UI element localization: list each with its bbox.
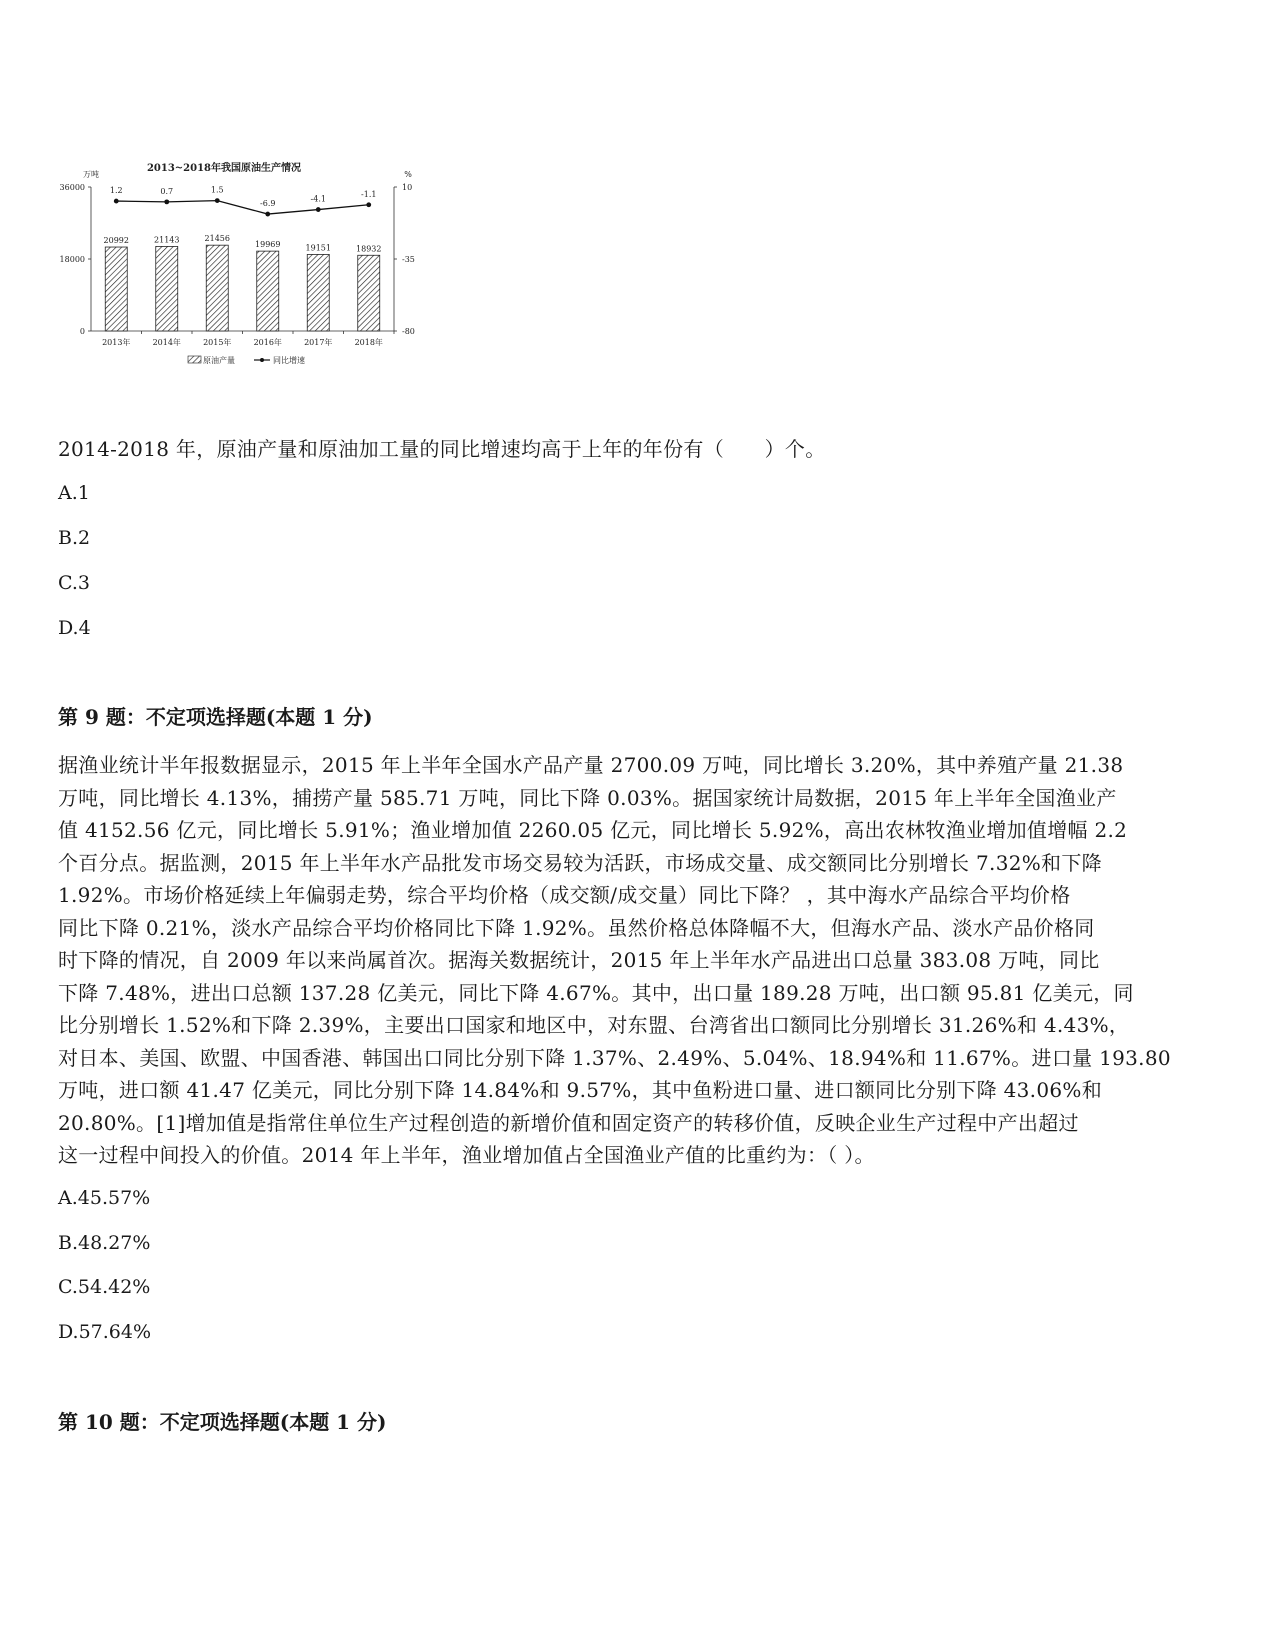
left-axis-unit: 万吨 bbox=[83, 170, 99, 179]
growth-point bbox=[164, 199, 169, 204]
bar-production bbox=[105, 247, 127, 331]
oil-production-chart bbox=[55, 155, 440, 375]
q8-option-a[interactable]: A.1 bbox=[58, 482, 90, 504]
growth-point bbox=[265, 212, 270, 217]
passage-line: 万吨，进口额 41.47 亿美元，同比分别下降 14.84%和 9.57%，其中鱼粉进口量、进口额同比分别下降 43.06%和 bbox=[58, 1078, 1102, 1102]
bar-data-label: 21456 bbox=[204, 234, 230, 244]
question-9-passage bbox=[58, 749, 1218, 1172]
bar-data-label: 18932 bbox=[356, 244, 382, 254]
x-tick-label: 2017年 bbox=[304, 338, 333, 347]
q9-option-c[interactable]: C.54.42% bbox=[58, 1276, 151, 1298]
growth-data-label: -1.1 bbox=[361, 189, 377, 199]
left-tick-label: 18000 bbox=[59, 255, 85, 264]
passage-line: 同比下降 0.21%，淡水产品综合平均价格同比下降 1.92%。虽然价格总体降幅不大，但海水产品、淡水产品价格同 bbox=[58, 915, 1095, 940]
bar-data-label: 19969 bbox=[255, 240, 281, 250]
bar-production bbox=[156, 246, 178, 331]
bar-production bbox=[358, 255, 380, 331]
question-10-heading: 第 10 题：不定项选择题(本题 1 分) bbox=[58, 1410, 387, 1434]
left-tick-label: 36000 bbox=[59, 183, 85, 192]
x-tick-label: 2014年 bbox=[152, 338, 181, 347]
right-tick-label: -35 bbox=[402, 255, 415, 264]
growth-point bbox=[215, 198, 220, 203]
q8-option-d[interactable]: D.4 bbox=[58, 617, 91, 639]
passage-line: 时下降的情况，自 2009 年以来尚属首次。据海关数据统计，2015 年上半年水产品进出口总量 383.08 万吨，同比 bbox=[58, 948, 1100, 972]
legend-label-growth: 同比增速 bbox=[273, 356, 305, 365]
legend-label-production: 原油产量 bbox=[203, 356, 235, 365]
growth-point bbox=[114, 199, 119, 204]
growth-data-label: 1.5 bbox=[210, 185, 224, 195]
growth-data-label: 0.7 bbox=[160, 186, 174, 196]
q8-option-b[interactable]: B.2 bbox=[58, 527, 91, 549]
bar-production bbox=[307, 254, 329, 331]
growth-data-label: -6.9 bbox=[260, 199, 276, 209]
passage-line: 据渔业统计半年报数据显示，2015 年上半年全国水产品产量 2700.09 万吨，同比增长 3.20%，其中养殖产量 21.38 bbox=[58, 753, 1124, 777]
passage-line: 20.80%。[1]增加值是指常住单位生产过程创造的新增价值和固定资产的转移价值，反映企业生产过程中产出超过 bbox=[58, 1110, 1079, 1135]
passage-line: 这一过程中间投入的价值。2014 年上半年，渔业增加值占全国渔业产值的比重约为：（ ）。 bbox=[58, 1143, 875, 1167]
growth-point bbox=[366, 202, 371, 207]
q9-option-b[interactable]: B.48.27% bbox=[58, 1232, 151, 1254]
passage-line: 值 4152.56 亿元，同比增长 5.91%；渔业增加值 2260.05 亿元，同比增长 5.92%，高出农林牧渔业增加值增幅 2.2 bbox=[58, 818, 1128, 842]
q9-option-a[interactable]: A.45.57% bbox=[58, 1187, 151, 1209]
q9-option-d[interactable]: D.57.64% bbox=[58, 1321, 152, 1343]
bar-data-label: 21143 bbox=[154, 235, 180, 245]
passage-line: 个百分点。据监测，2015 年上半年水产品批发市场交易较为活跃，市场成交量、成交额同比分别增长 7.32%和下降 bbox=[58, 850, 1102, 875]
passage-line: 下降 7.48%，进出口总额 137.28 亿美元，同比下降 4.67%。其中，出口量 189.28 万吨，出口额 95.81 亿美元，同 bbox=[58, 980, 1134, 1005]
bar-production bbox=[257, 251, 279, 331]
bar-data-label: 19151 bbox=[305, 243, 331, 253]
x-tick-label: 2015年 bbox=[203, 338, 232, 347]
growth-data-label: 1.2 bbox=[109, 186, 123, 196]
growth-data-label: -4.1 bbox=[310, 194, 326, 204]
right-axis-unit: % bbox=[404, 170, 412, 179]
passage-line: 1.92%。市场价格延续上年偏弱走势，综合平均价格（成交额/成交量）同比下降？ ，其中海水产品综合平均价格 bbox=[58, 883, 1071, 907]
right-tick-label: -80 bbox=[402, 327, 415, 336]
chart-title: 2013~2018年我国原油生产情况 bbox=[146, 163, 302, 174]
passage-line: 比分别增长 1.52%和下降 2.39%，主要出口国家和地区中，对东盟、台湾省出口额同比分别增长 31.26%和 4.43%， bbox=[58, 1013, 1130, 1037]
right-tick-label: 10 bbox=[402, 183, 413, 192]
left-tick-label: 0 bbox=[79, 327, 85, 336]
legend-swatch-production bbox=[188, 356, 201, 363]
question-9-heading: 第 9 题：不定项选择题(本题 1 分) bbox=[58, 705, 373, 729]
bar-production bbox=[206, 245, 228, 331]
passage-line: 对日本、美国、欧盟、中国香港、韩国出口同比分别下降 1.37%、2.49%、5.04%、18.94%和 11.67%。进口量 193.80 bbox=[58, 1045, 1171, 1070]
q8-option-c[interactable]: C.3 bbox=[58, 572, 90, 594]
question-8-stem: 2014-2018 年，原油产量和原油加工量的同比增速均高于上年的年份有（ ）个。 bbox=[58, 437, 826, 461]
bar-data-label: 20992 bbox=[103, 236, 129, 246]
passage-line: 万吨，同比增长 4.13%，捕捞产量 585.71 万吨，同比下降 0.03%。据国家统计局数据，2015 年上半年全国渔业产 bbox=[58, 785, 1117, 810]
x-tick-label: 2018年 bbox=[354, 338, 383, 347]
x-tick-label: 2013年 bbox=[102, 338, 131, 347]
growth-point bbox=[316, 207, 321, 212]
growth-line bbox=[116, 201, 369, 214]
legend-marker-growth bbox=[260, 358, 264, 362]
x-tick-label: 2016年 bbox=[253, 338, 282, 347]
